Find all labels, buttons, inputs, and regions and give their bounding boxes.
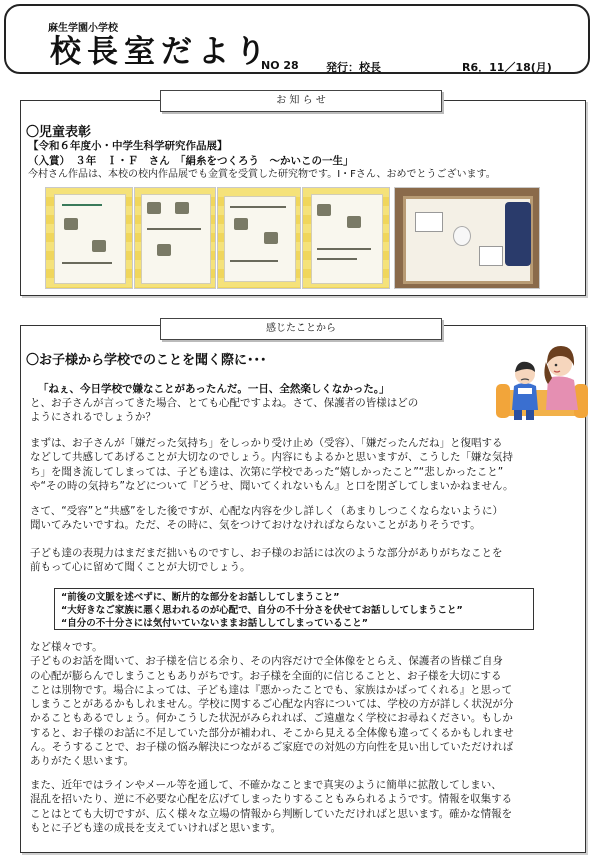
paragraph-4 <box>30 546 582 575</box>
paragraph-6-line: また、近年ではラインやメール等を通して、不確かなことまで真実のように簡単に拡散してしまい、 <box>30 779 502 791</box>
thoughts-heading: 〇お子様から学校でのことを聞く際に･･･ <box>26 353 267 368</box>
paragraph-2-line: まずは、お子さんが「嫌だった気持ち」をしっかり受け止め（受容）、「嫌だったんだね」と復唱する <box>30 437 503 449</box>
paragraph-4-line: 子ども達の表現力はまだまだ拙いものですし、お子様のお話には次のような部分がありがちなことを <box>30 547 503 559</box>
award-category: 【令和６年度小・中学生科学研究作品展】 <box>28 140 228 152</box>
caution-point: “自分の不十分さには気付いていないままお話ししてしまっていること” <box>61 618 368 629</box>
research-poster-photo-4 <box>302 187 390 289</box>
paragraph-5-line: の心配が膨らんでしまうこともありがちです。お子様を全面的に信じることと、お子様を大切にする <box>30 669 502 682</box>
paragraph-5-line: かることもあるでしょう。何かこうした状況がみられれば、ご遠慮なく学校にお尋ねください。もしか <box>30 712 513 725</box>
research-poster-photo-3 <box>217 187 301 289</box>
paragraph-1-line: と、お子さんが言ってきた場合、とても心配ですよね。さて、保護者の皆様はどの <box>30 397 419 409</box>
paragraph-6 <box>30 778 582 835</box>
paragraph-5-line: すると、お子様のお話に不足していた部分が補われ、そこから見える全体像も違ってくるかもしれませ <box>30 726 514 739</box>
notice-section-label: お 知 ら せ <box>160 90 442 112</box>
school-name: 麻生学園小学校 <box>48 23 118 34</box>
silk-specimen-box-photo <box>394 187 540 289</box>
paragraph-6-line: ことはとても大切ですが、広く様々な立場の情報から判断していただければと思います。確かな情報を <box>30 807 513 820</box>
paragraph-5-line: ん。そうすることで、お子様の悩み解決につながるご家庭での対処の方向性を見い出していただければ <box>30 741 514 754</box>
research-poster-photo-2 <box>134 187 216 289</box>
publisher: 発行：校長 <box>326 61 381 74</box>
caution-point: “大好きなご家族に悪く思われるのが心配で、自分の不十分さを伏せてお話ししてしまうこと” <box>61 605 463 616</box>
issue-date: R6．11／18(月) <box>462 61 552 74</box>
paragraph-5-line: ありがたく思います。 <box>30 755 135 768</box>
notice-heading: 〇児童表彰 <box>26 125 92 140</box>
research-poster-photo-1 <box>45 187 133 289</box>
paragraph-3 <box>30 504 582 533</box>
award-detail: （入賞） ３年 Ｉ・Ｆ さん 「絹糸をつくろう ～かいこの一生」 <box>28 155 354 167</box>
child-quote: 「ねぇ、今日学校で嫌なことがあったんだ。一日、全然楽しくなかった。」 <box>38 383 390 395</box>
paragraph-2 <box>30 436 582 493</box>
award-description: 今村さん作品は、本校の校内作品展でも金賞を受賞した研究物です。I・Fさん、おめでとうございます。 <box>28 169 496 180</box>
paragraph-1-line: ようにされるでしょうか？ <box>30 411 156 424</box>
paragraph-5-line: など様々です。 <box>30 641 103 653</box>
caution-point: “前後の文脈を述べずに、断片的な部分をお話ししてしまうこと” <box>61 592 340 603</box>
paragraph-5-line: ことは別物です。場合によっては、子ども達は『悪かったことでも、家族はかばってくれる』と思って <box>30 683 513 696</box>
caution-points-box <box>54 588 534 630</box>
paragraph-2-line: ち」を聞き流してしまっては、子ども達は、次第に学校であった“嬉しかったこと”“悲しかったこと” <box>30 465 504 478</box>
paragraph-6-line: もとに子ども達の成長を支えていければと思います。 <box>30 821 282 834</box>
paragraph-5-line: 子どものお話を聞いて、お子様を信じる余り、その内容だけで全体像をとらえ、保護者の皆様ご自身 <box>30 655 503 668</box>
newsletter-title: 校長室だより <box>50 34 272 70</box>
paragraph-6-line: 混乱を招いたり、逆に不必要な心配を広げてしまったりすることもみられるようです。情報を収集する <box>30 793 513 806</box>
paragraph-3-line: さて、“受容”と“共感”をした後ですが、心配な内容を少し詳しく（あまりしつこくならないように） <box>30 505 504 517</box>
paragraph-1 <box>30 396 582 425</box>
paragraph-5-line: しまうことがあるかもしれません。学校に関するご心配な内容については、学校の方が詳しく状況が分 <box>30 698 514 711</box>
thoughts-section-label: 感じたことから <box>160 318 442 340</box>
paragraph-5 <box>30 640 582 769</box>
paragraph-2-line: や“その時の気持ち”などについて『どうせ、聞いてくれないもん』と口を閉ざしてしまいかねません。 <box>30 479 514 492</box>
header-frame <box>4 4 590 74</box>
paragraph-3-line: 聞いてみたいですね。ただ、その時に、気をつけておけなければならないことがありそうです。 <box>30 519 481 532</box>
paragraph-2-line: などして共感してあげることが大切なのでしょう。内容にもよるかと思いますが、こうした「嫌な気持 <box>30 451 513 464</box>
issue-number: NO 28 <box>261 59 299 72</box>
paragraph-4-line: 前もって心に留めて聞くことが大切でしょう。 <box>30 561 251 574</box>
